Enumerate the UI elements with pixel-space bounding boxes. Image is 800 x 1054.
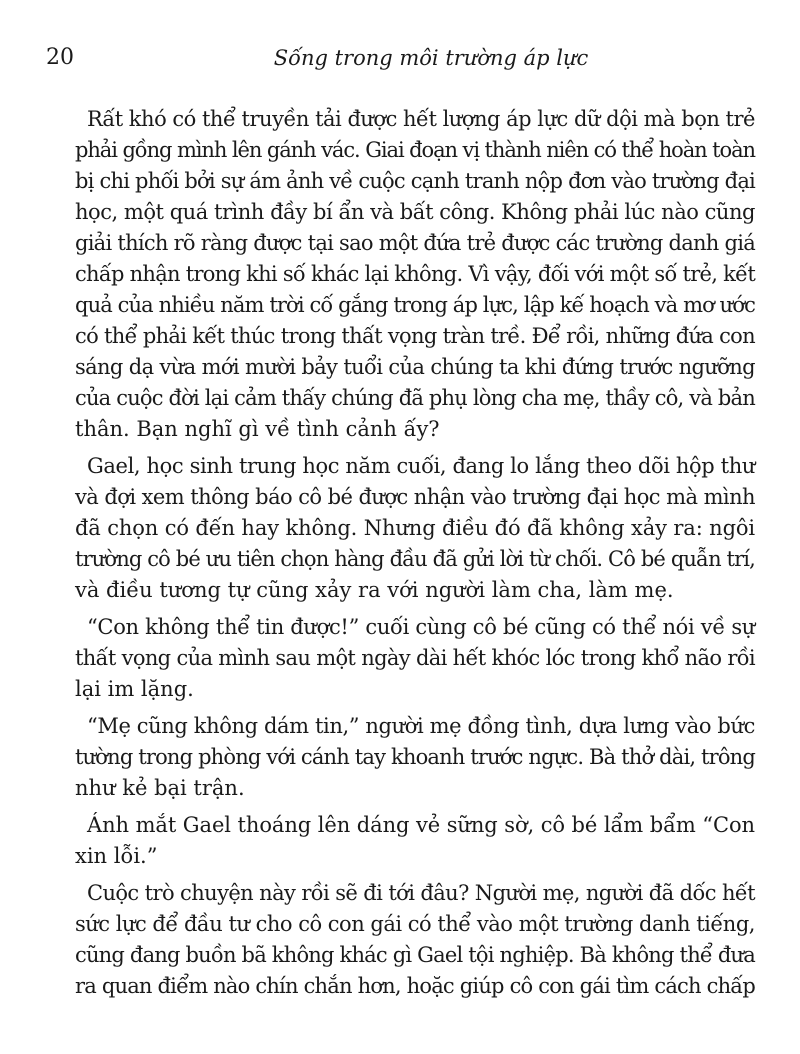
page-number: 20	[46, 45, 74, 70]
text-line: xin lỗi.”	[75, 844, 158, 868]
text-line: Cuộc trò chuyện này rồi sẽ đi tới đâu? Người mẹ, người đã dốc hết	[87, 881, 756, 905]
text-line: như kẻ bại trận.	[75, 776, 245, 800]
body-text	[75, 104, 755, 1008]
text-line: bị chi phối bởi sự ám ảnh về cuộc cạnh tranh nộp đơn vào trường đại	[75, 169, 755, 193]
paragraph	[75, 878, 755, 1002]
text-line: Rất khó có thể truyền tải được hết lượng áp lực dữ dội mà bọn trẻ	[87, 107, 755, 131]
text-line: tường trong phòng với cánh tay khoanh trước ngực. Bà thở dài, trông	[75, 745, 755, 769]
text-line: có thể phải kết thúc trong thất vọng tràn trề. Để rồi, những đứa con	[75, 324, 755, 348]
text-line: “Mẹ cũng không dám tin,” người mẹ đồng tình, dựa lưng vào bức	[87, 714, 755, 738]
text-line: lại im lặng.	[75, 677, 194, 701]
text-line: giải thích rõ ràng được tại sao một đứa trẻ được các trường danh giá	[75, 231, 756, 255]
text-line: và điều tương tự cũng xảy ra với người làm cha, làm mẹ.	[75, 578, 674, 602]
text-line: ra quan điểm nào chín chắn hơn, hoặc giúp cô con gái tìm cách chấp	[75, 974, 756, 998]
text-line: cũng đang buồn bã không khác gì Gael tội nghiệp. Bà không thể đưa	[75, 943, 755, 967]
text-line: học, một quá trình đầy bí ẩn và bất công. Không phải lúc nào cũng	[75, 200, 755, 224]
text-line: sức lực để đầu tư cho cô con gái có thể vào một trường danh tiếng,	[75, 912, 755, 936]
paragraph	[75, 810, 755, 872]
text-line: thất vọng của mình sau một ngày dài hết khóc lóc trong khổ não rồi	[75, 646, 755, 670]
page-header	[46, 42, 756, 74]
text-line: và đợi xem thông báo cô bé được nhận vào trường đại học mà mình	[75, 485, 756, 509]
text-line: của cuộc đời lại cảm thấy chúng đã phụ lòng cha mẹ, thầy cô, và bản	[75, 386, 755, 410]
text-line: chấp nhận trong khi số khác lại không. Vì vậy, đối với một số trẻ, kết	[75, 262, 756, 286]
running-title: Sống trong môi trường áp lực	[273, 46, 589, 70]
text-line: đã chọn có đến hay không. Nhưng điều đó đã không xảy ra: ngôi	[75, 516, 755, 540]
paragraph	[75, 104, 755, 445]
text-line: Gael, học sinh trung học năm cuối, đang lo lắng theo dõi hộp thư	[87, 454, 755, 478]
text-line: “Con không thể tin được!” cuối cùng cô bé cũng có thể nói về sự	[87, 615, 756, 639]
text-line: quả của nhiều năm trời cố gắng trong áp lực, lập kế hoạch và mơ ước	[75, 293, 755, 317]
paragraph	[75, 612, 755, 705]
text-line: sáng dạ vừa mới mười bảy tuổi của chúng ta khi đứng trước ngưỡng	[75, 355, 755, 379]
text-line: Ánh mắt Gael thoáng lên dáng vẻ sững sờ, cô bé lẩm bẩm “Con	[87, 813, 755, 837]
paragraph	[75, 451, 755, 606]
text-line: trường cô bé ưu tiên chọn hàng đầu đã gửi lời từ chối. Cô bé quẫn trí,	[75, 547, 755, 571]
text-line: phải gồng mình lên gánh vác. Giai đoạn vị thành niên có thể hoàn toàn	[75, 138, 755, 162]
text-line: thân. Bạn nghĩ gì về tình cảnh ấy?	[75, 417, 440, 441]
paragraph	[75, 711, 755, 804]
